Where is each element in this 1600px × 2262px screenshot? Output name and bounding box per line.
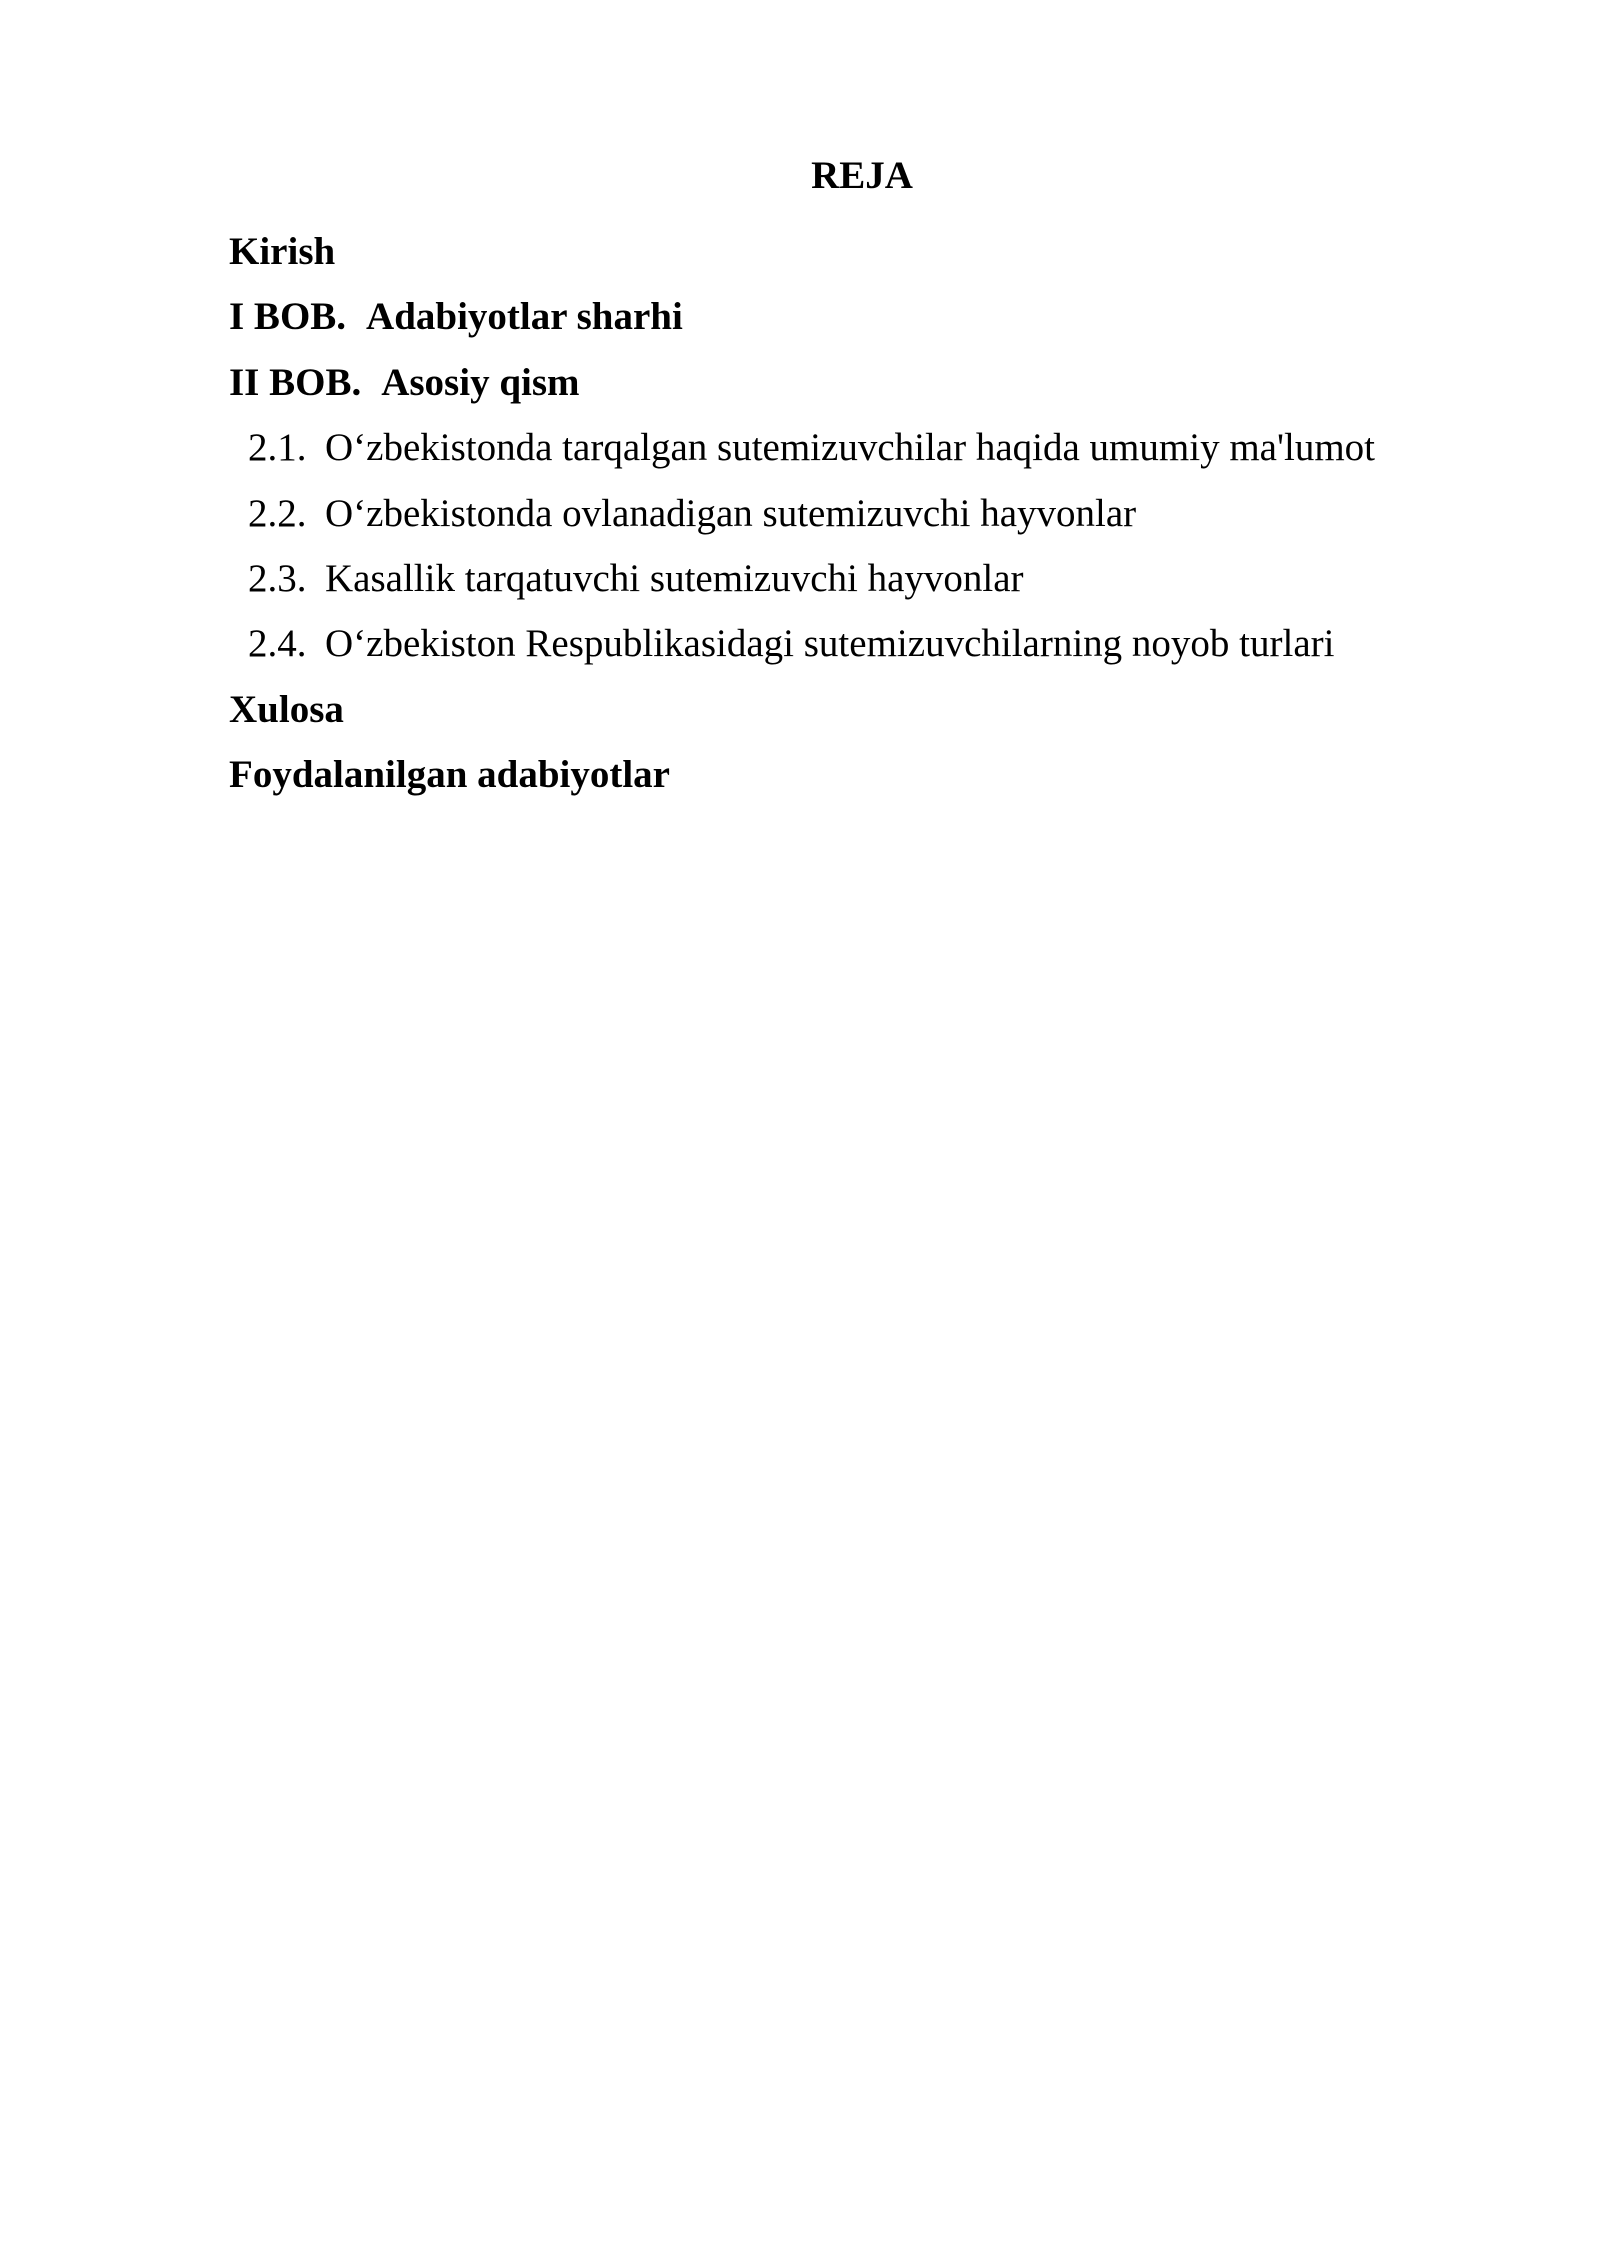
- section-number: 2.4.: [248, 622, 307, 666]
- toc-entry-section-2-4: [229, 620, 1429, 685]
- toc-entry-chapter-2: [229, 359, 1429, 424]
- toc-entry-text: Foydalanilgan adabiyotlar: [229, 753, 670, 797]
- chapter-prefix: II BOB.: [229, 360, 362, 404]
- toc-entry-text: Kirish: [229, 230, 336, 273]
- toc-entry-section-2-3: [229, 555, 1429, 620]
- section-number: 2.2.: [248, 491, 307, 535]
- page-title: REJA: [811, 154, 913, 197]
- toc-entry-text: O‘zbekistonda ovlanadigan sutemizuvchi hayvonlar: [325, 491, 1137, 535]
- section-number: 2.3.: [248, 556, 307, 600]
- toc-entry-references: [229, 751, 1429, 816]
- toc-entry-text: Kasallik tarqatuvchi sutemizuvchi hayvonlar: [325, 556, 1024, 600]
- toc-entry-text: Asosiy qism: [381, 360, 580, 404]
- toc-entry-section-2-1: [229, 424, 1429, 489]
- toc-entry-chapter-1: [229, 293, 1429, 358]
- toc-entry-conclusion: [229, 686, 1429, 751]
- toc-entry-text: Xulosa: [229, 687, 344, 731]
- toc-entry-text: O‘zbekiston Respublikasidagi sutemizuvchilarning noyob turlari: [325, 622, 1335, 666]
- chapter-prefix: I BOB.: [229, 295, 347, 339]
- table-of-contents: [229, 228, 1429, 817]
- toc-entry-text: Adabiyotlar sharhi: [366, 295, 683, 339]
- toc-entry-introduction: [229, 228, 1429, 293]
- section-number: 2.1.: [248, 426, 307, 470]
- toc-entry-section-2-2: [229, 490, 1429, 555]
- toc-entry-text: O‘zbekistonda tarqalgan sutemizuvchilar haqida umumiy ma'lumot: [325, 426, 1375, 470]
